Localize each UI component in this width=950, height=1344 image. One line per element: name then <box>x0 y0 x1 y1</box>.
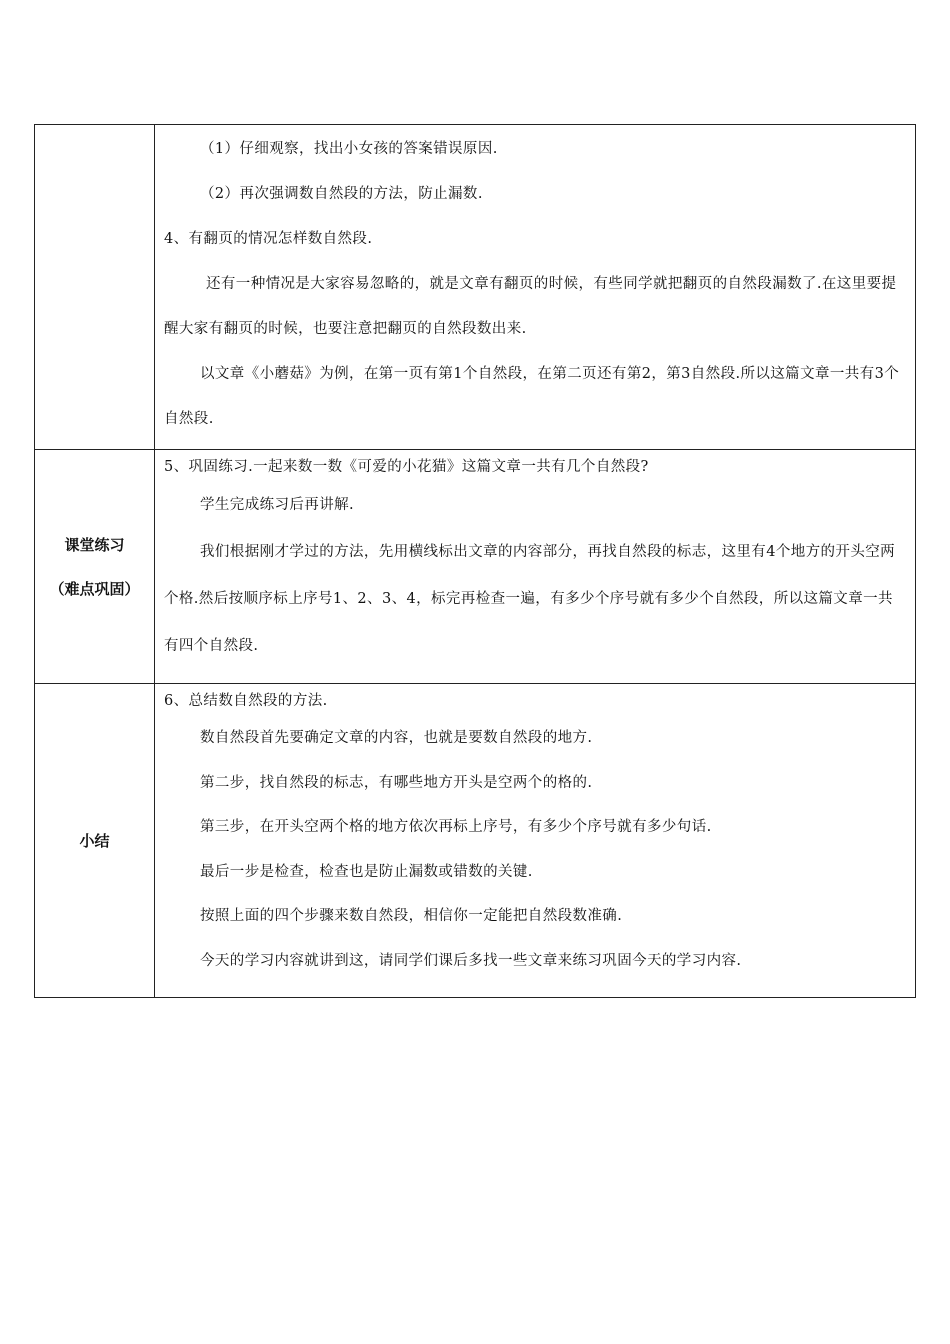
row-content <box>155 125 916 450</box>
row-content <box>155 684 916 998</box>
label-line: 课堂练习 <box>64 535 125 554</box>
row-label-classroom-practice <box>35 450 155 684</box>
table-row <box>35 125 916 450</box>
row-label-empty <box>35 125 155 450</box>
table-row <box>35 450 916 684</box>
paragraph: 我们根据刚才学过的方法，先用横线标出文章的内容部分，再找自然段的标志，这里有4个地方的开头空两个格.然后按顺序标上序号1、2、3、4，标完再检查一遍，有多少个序号就有多少个自然段，所以这篇文章一共有四个自然段. <box>164 544 896 654</box>
label-line: 小结 <box>79 831 110 850</box>
paragraph: 按照上面的四个步骤来数自然段，相信你一定能把自然段数准确. <box>200 908 623 924</box>
table-row <box>35 684 916 998</box>
paragraph: 学生完成练习后再讲解. <box>200 497 355 513</box>
paragraph: 最后一步是检查，检查也是防止漏数或错数的关键. <box>200 863 533 880</box>
paragraph: 5、巩固练习.一起来数一数《可爱的小花猫》这篇文章一共有几个自然段? <box>164 459 649 475</box>
row-label-summary <box>35 684 155 998</box>
paragraph: 还有一种情况是大家容易忽略的，就是文章有翻页的时候，有些同学就把翻页的自然段漏数了.在这里要提醒大家有翻页的时候，也要注意把翻页的自然段数出来. <box>164 276 897 337</box>
paragraph: 4、有翻页的情况怎样数自然段. <box>164 231 373 247</box>
paragraph: 今天的学习内容就讲到这，请同学们课后多找一些文章来练习巩固今天的学习内容. <box>200 952 742 969</box>
paragraph: 第二步，找自然段的标志，有哪些地方开头是空两个的格的. <box>200 774 593 791</box>
paragraph: 第三步，在开头空两个格的地方依次再标上序号，有多少个序号就有多少句话. <box>200 819 712 835</box>
paragraph: 以文章《小蘑菇》为例，在第一页有第1个自然段，在第二页还有第2，第3自然段.所以这篇文章一共有3个自然段. <box>164 366 900 427</box>
label-line: （难点巩固） <box>49 579 140 598</box>
paragraph: （1）仔细观察，找出小女孩的答案错误原因. <box>200 141 498 157</box>
lesson-table <box>34 124 916 998</box>
paragraph: （2）再次强调数自然段的方法，防止漏数. <box>200 186 483 202</box>
row-content <box>155 450 916 684</box>
paragraph: 数自然段首先要确定文章的内容，也就是要数自然段的地方. <box>200 730 593 746</box>
paragraph: 6、总结数自然段的方法. <box>164 693 328 709</box>
